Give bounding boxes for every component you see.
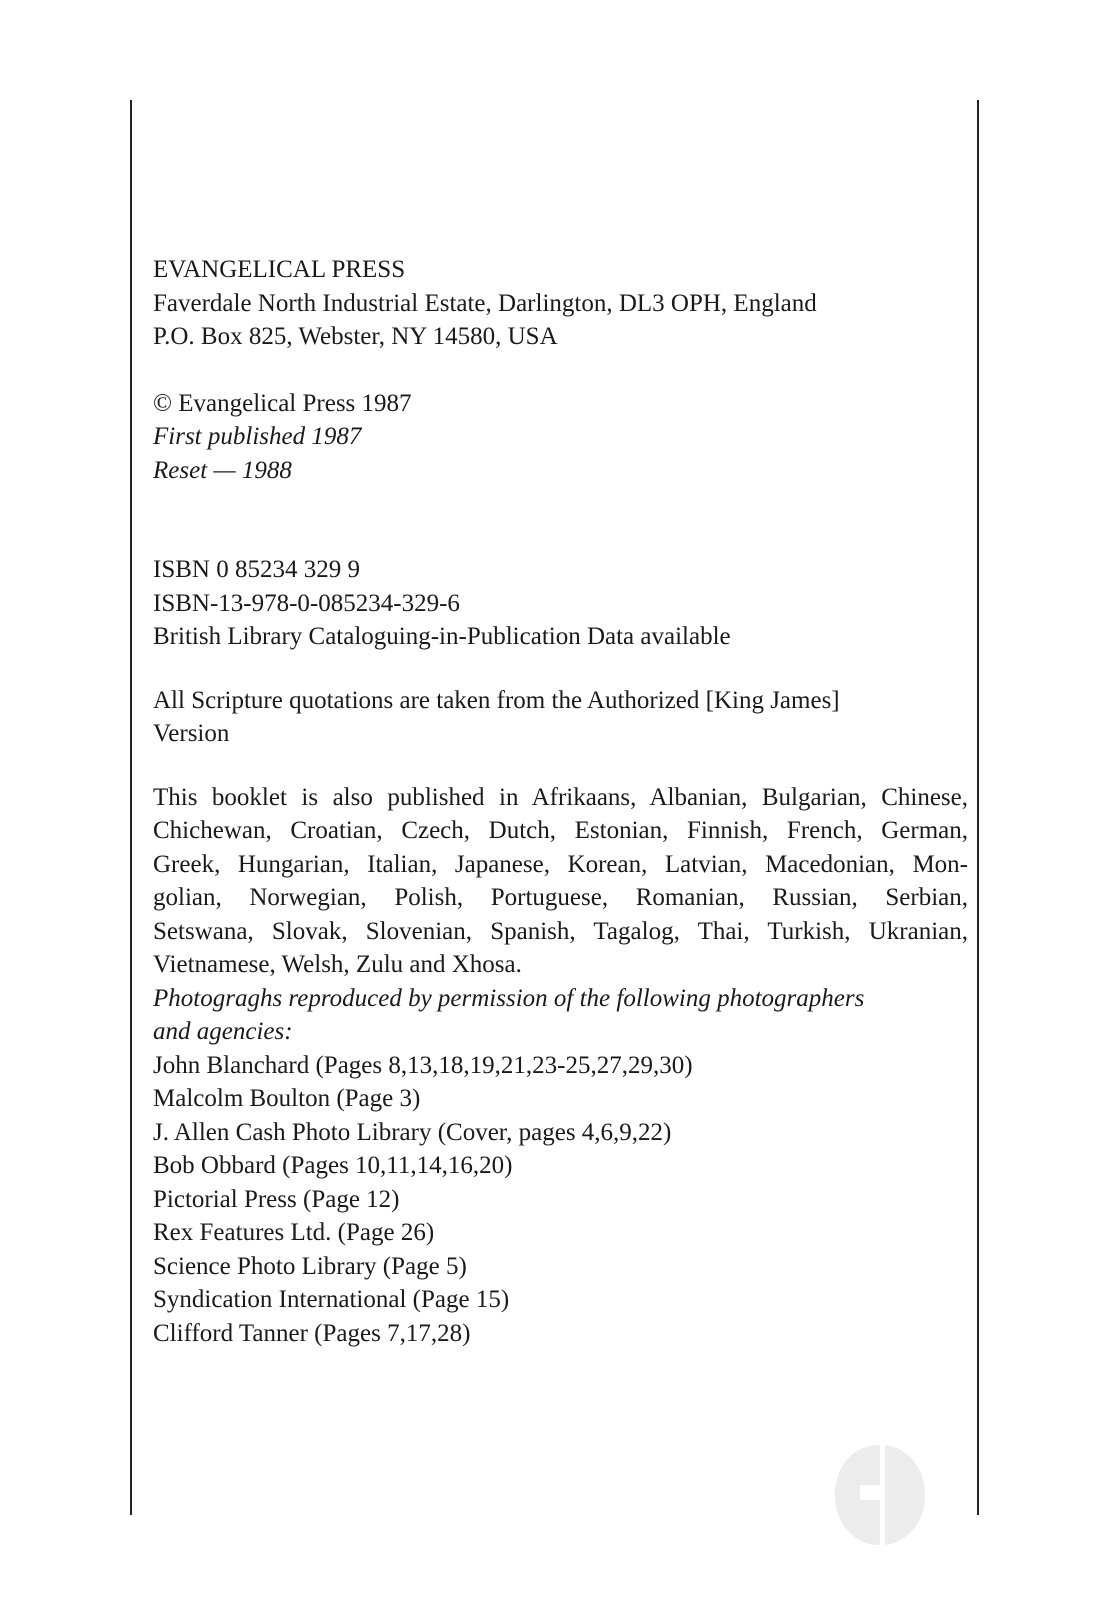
cip-notice: British Library Cataloguing-in-Publication Data available: [153, 623, 731, 650]
languages-last-line: Vietnamese, Welsh, Zulu and Xhosa.: [153, 951, 522, 978]
photo-credit-item: Clifford Tanner (Pages 7,17,28): [153, 1319, 471, 1347]
scripture-block: [153, 684, 968, 751]
publisher-address-us: P.O. Box 825, Webster, NY 14580, USA: [153, 323, 558, 350]
languages-line: Greek, Hungarian, Italian, Japanese, Korean, Latvian, Macedonian, Mon-: [153, 850, 968, 878]
right-margin-rule: [977, 100, 979, 1515]
copyright-block: [153, 387, 968, 488]
publisher-block: [153, 253, 968, 354]
left-margin-rule: [130, 100, 132, 1515]
scripture-line-2: Version: [153, 720, 230, 747]
copyright-notice: © Evangelical Press 1987: [153, 389, 412, 417]
languages-line: golian, Norwegian, Polish, Portuguese, Romanian, Russian, Serbian,: [153, 884, 968, 911]
photo-credit-item: Syndication International (Page 15): [153, 1286, 510, 1313]
photo-credits-heading-cont: and agencies:: [153, 1018, 293, 1045]
publisher-address-uk: Faverdale North Industrial Estate, Darlington, DL3 OPH, England: [153, 289, 817, 317]
languages-line: Chichewan, Croatian, Czech, Dutch, Estonian, Finnish, French, German,: [153, 817, 968, 844]
photo-credit-item: Bob Obbard (Pages 10,11,14,16,20): [153, 1152, 513, 1179]
publisher-watermark-icon: [830, 1440, 930, 1550]
photo-credit-item: Malcolm Boulton (Page 3): [153, 1085, 421, 1112]
photo-credit-item: Pictorial Press (Page 12): [153, 1185, 400, 1213]
languages-line: This booklet is also published in Afrikaans, Albanian, Bulgarian, Chinese,: [153, 783, 968, 811]
photo-credit-item: J. Allen Cash Photo Library (Cover, pages 4,6,9,22): [153, 1118, 672, 1146]
reset-date: Reset — 1988: [153, 456, 292, 484]
languages-block: [153, 781, 968, 982]
photo-credit-item: John Blanchard (Pages 8,13,18,19,21,23-25,27,29,30): [153, 1051, 693, 1079]
photo-credit-item: Rex Features Ltd. (Page 26): [153, 1219, 435, 1246]
copyright-page: [153, 253, 968, 1350]
languages-line: Setswana, Slovak, Slovenian, Spanish, Tagalog, Thai, Turkish, Ukranian,: [153, 917, 968, 945]
scripture-line-1: All Scripture quotations are taken from the Authorized [King James]: [153, 686, 840, 714]
photo-credits-heading: Photograghs reproduced by permission of the following photographers: [153, 984, 865, 1012]
photo-credit-item: Science Photo Library (Page 5): [153, 1252, 467, 1280]
photo-credits-block: [153, 982, 968, 1351]
isbn-block: [153, 553, 968, 654]
publisher-name: EVANGELICAL PRESS: [153, 256, 406, 283]
first-published: First published 1987: [153, 423, 362, 450]
isbn-13: ISBN-13-978-0-085234-329-6: [153, 589, 460, 617]
isbn-10: ISBN 0 85234 329 9: [153, 556, 360, 583]
